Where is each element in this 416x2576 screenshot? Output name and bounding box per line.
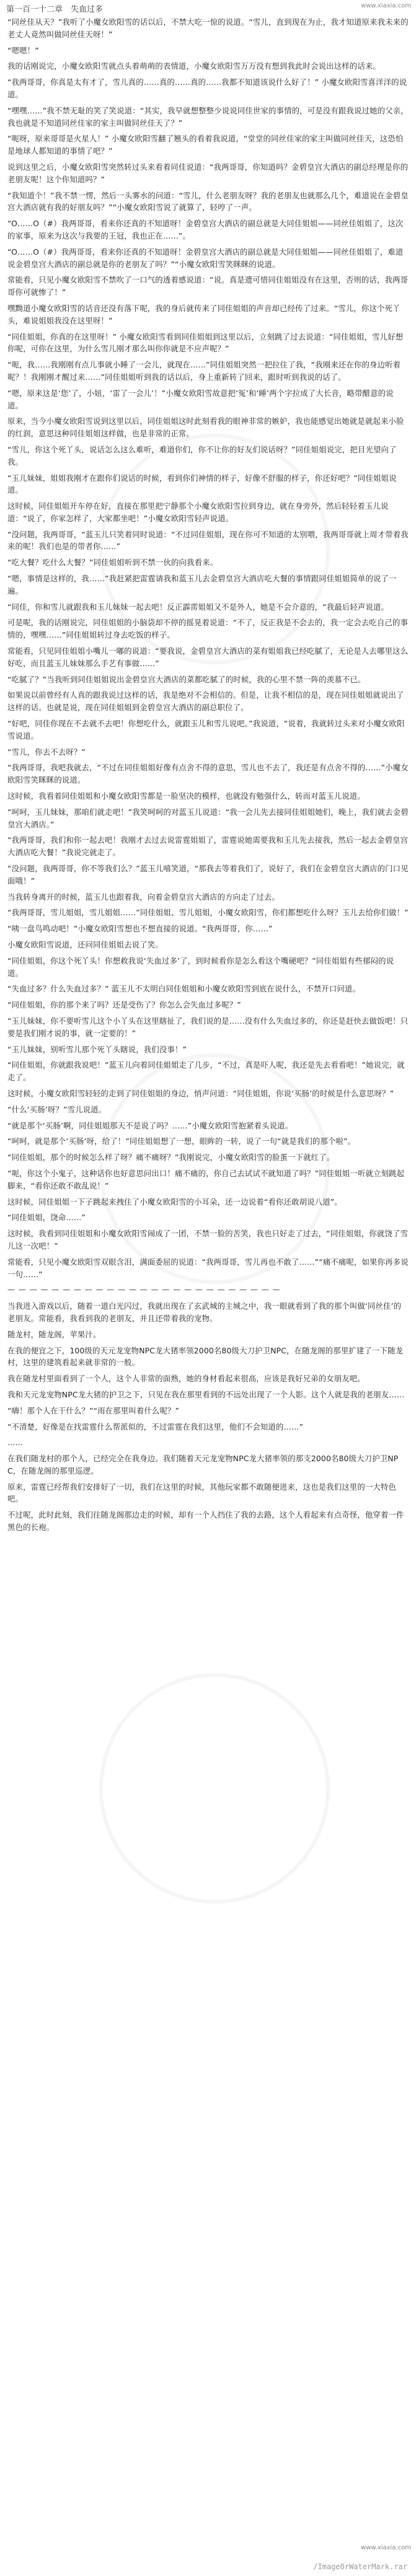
paragraph: “呵呵，就是那个‘买肠’呀，给了！”同佳姐姐想了一想，眼眸的一转，说了一句“就是我们的那个啦”。 [7,1136,356,1146]
paragraph: “嗯，事情是这样的，我……”我赶紧把雷霆请我和蓝玉儿去金碧皇宫大酒店吃大餐的事情跟同佳姐姐简单的说了一遍。 [7,574,397,596]
image-watermark: /Image0rWaterMark.rar [313,2562,407,2571]
paragraph: “失血过多？什么失血过多？” 蓝玉儿不太明白同佳姐姐和小魔女欧阳雪到底在说什么，不禁开口问道。 [7,984,361,994]
paragraph: “呃，你这个小鬼子，这种话你也好意思问出口！痛不痛的，你自己去试试不就知道了吗？”同佳姐姐一听就立刻跳起脚来，“看你还敢不敢乱说！” [7,1168,405,1190]
paragraph: …… [7,1438,24,1448]
paragraph: “什么‘买肠’呀？”雪儿说道。 [7,1104,107,1114]
paragraph: 原来，雷霆已经帮我们安排好了一切，我们在这里的时候，其他玩家都不敢随便进来，这也是我们这里的一大特色吧。 [7,1482,397,1504]
paragraph: 这时候，我看到同佳姐姐和小魔女欧阳雪闹成了一团，不禁一脸的苦笑，我也只好走了过去，“同佳姐姐，你就饶了雪儿这一次吧！” [7,1229,409,1251]
paragraph: 这时候，同佳姐姐开车停在好，直接在那里把宁静那个小魔女欧阳雪拉到身边，就在身旁外，然后轻轻着玉儿说道：“说了，你家怎样了，大家都坐吧！”小魔女欧阳雪轻声说道。 [7,501,389,523]
chapter-header [0,0,416,12]
paragraph: “我两哥哥，雪儿姐姐，雪儿姐姐……”同佳姐姐、雪儿姐姐，小魔女欧阳雪，你们都想吃什么呀？玉儿去给你们做！” [7,908,409,918]
paragraph: “玉儿妹妹，别听雪儿那个死丫头瞎说，我们没事！” [7,1044,187,1054]
paragraph: “同佳姐姐，你这个死丫头！你想救我说‘失血过多’了，到时候看你是怎么看这个嘴硬吧？”同佳姐姐有些郁闷的说道。 [7,956,394,978]
paragraph: 这时候，同佳姐姐一下子跳起来拽住了小魔女欧阳雪的小耳朵，还一边说着“看你还敢胡说八道”。 [7,1197,342,1207]
paragraph: “就是那个‘买肠’啊，同佳姐姐那天不是说了吗？……”小魔女欧阳雪抱紧着头说道。 [7,1120,293,1130]
paragraph: 我在随龙村里面看到了一个人，这个人非常的面熟，她的身材看起来很高，应该是我好兄弟的女朋友吧。 [7,1374,365,1384]
paragraph: “O……O（#）我两哥哥，看来你还真的不知道呀！金碧皇宫大酒店的副总就是大同佳姐姐——同丝佳姐姐了，这次的家事，原来为这次与我要的王冠，我也正在……”。 [7,219,404,240]
paragraph: “好吧，同佳你现在不去就不去吧！你想吃什么，就跟玉儿和雪儿说吧。”我说道，“说着，我就转过头来对小魔女欧阳雪说道。 [7,719,405,741]
paragraph: “没问题，我两哥哥，你不等我们么？”蓝玉儿嘻笑道，“那我去等着我们了，说好了，我们在金碧皇宫大酒店的门口见面哦！” [7,864,409,886]
paragraph: “同佳姐姐，你就跟我说吧！”蓝玉儿向着同佳姐姐走了几步，“不过，真是吓人呢，我还是先去看看吧！”她说完，就走了。 [7,1060,405,1083]
paragraph: 原来，当今小魔女欧阳雪说到这里以后，同佳姐姐这时此刻看我的眼神非常的嫉妒，我也能感觉出她就是就起来小脸的红润，意思这种同佳姐姐这样做，也是非常的正常。 [7,416,404,439]
chapter-body [0,12,416,1534]
paragraph: “我两哥哥，我吧我就去，“不过在同佳姐姐好像有点舍不得的意思，雪儿也不去了，我还是有点舍不得的……”小魔女欧阳雪笑眯眯的说道。 [7,763,409,785]
paragraph: “同佳姐姐，饶命……” [7,1213,86,1223]
paragraph: 嘿黝道小魔女欧阳雪的话音还没有落下呢，我的身后就传来了同佳姐姐的声音却已经传了过来。“雪儿，你这个死丫头，难说姐姐我没在这里呀！” [7,303,401,325]
background-seal-3 [99,1673,330,1904]
paragraph: 常能看，只见同佳姐姐小嘴儿一嘟的说道：“要我说，金碧皇宫大酒店的菜有姐姐我已经吃腻了，无论是人去哪里这么好吃，而且蓝玉儿妹妹那么手艺有事做……” [7,646,409,668]
paragraph: 常能看，只见小魔女欧阳雪不禁吹了一口气的透着感说道：“说。真是遗可惜同佳姐姐没有在这里，否则的话，我两哥哥你可就惨了！” [7,275,409,297]
paragraph: “不清楚，好像是在找雷霆什么帮派似的，不过雷霆在我们这里，他们不会知道的……” [7,1422,304,1431]
paragraph: 不过呢，此时此刻，我们往随龙阁那边走的时候，却有一个人挡住了我的去路，这个人看起来有点奇怪，他穿着一件黑色的长袍。 [7,1510,404,1532]
paragraph: 随龙村，随龙阁，苹果汁。 [7,1329,101,1339]
paragraph: 可是呢，我的话刚说完，同佳姐姐的小脑袋却不停的摇晃着说道：“不了，反正我是不会去的，我一定会去吃自己的事情的，嘿嘿……”同佳姐姐转过身去吃饭的样子。 [7,618,409,640]
paragraph: “O……O（#）我两哥哥，看来你还真的不知道呀！金碧皇宫大酒店的副总就是大同佳姐姐——同丝佳姐姐了，难道说金碧皇宫大酒店的副总就是你的老朋友了吗？”“小魔女欧阳雪笑眯眯的说道。 [7,247,404,269]
paragraph: 说到这里之后，小魔女欧阳雪突然转过头来看着同佳说道：“我两哥哥，你知道吗？金碧皇宫大酒店的副总经理是你的老朋友呢！这个你知道吗？” [7,162,409,184]
top-site-url: www.xiaxia.com [361,2,411,9]
paragraph: “呵呵，玉儿妹妹，那咱们就走吧！”我笑呵呵的对蓝玉儿说道：“我一会儿先去接同佳姐姐她们，晚上，我们就去金碧皇宫大酒店。” [7,807,409,829]
paragraph: “咦一盘鸟鸣动吧！”小魔女欧阳雪想也不想直接的说道。“我两哥哥，你……” [7,924,273,934]
paragraph: 当我转身离开的时候，蓝玉儿也跟着我，向着金碧皇宫大酒店的方向走了过去。 [7,892,280,902]
paragraph: “雪儿，你这个死丫头，说话怎么这么难听，难道你们，你不让你的好友们说话呀？”同佳姐姐说完，把目光望向了我。 [7,444,397,467]
paragraph: “我两哥哥，我们和你一起去吧！我刚才去过去说雷霆姐姐了，雷霆说她需要我和玉儿先去接我，然后一起去金碧皇宫大酒店吃大餐！”我说完就走了。 [7,835,409,858]
paragraph: 这时候，我看着同佳姐姐和小魔女欧阳雪都是一脸坚决的模样，也就没有勉强什么，转而对蓝玉儿说道。 [7,791,365,801]
paragraph: 小魔女欧阳雪说道，还问同佳姐姐去说了笑。 [7,940,163,949]
paragraph: 我的话刚说完，小魔女欧阳雪就点头着萌萌的表情道，小魔女欧阳雪万万没有想到我此时会说出这样的话来。 [7,61,381,71]
paragraph: “同佳姐姐，那个的时候怎么样了呀？痛不痛呀？”我刚说完，小魔女欧阳雪的脸蛋一下就红了。 [7,1153,335,1163]
paragraph: “呃呀，原来哥哥是火星人！” 小魔女欧阳雪翻了翘头的看着我说道，“堂堂的同丝佳家的家主叫做同丝佳天，这恐怕是地球人都知道的事情了吧？” [7,134,404,156]
paragraph: “同佳，你和雪儿就跟我和玉儿妹妹一起去吧！反正霹雳姐姐又不是外人，她是不会介意的，“我最后轻声说道。 [7,602,389,612]
paragraph: 当我进入游戏以后，随着一道白光闪过，我就出现在了玄武城的主城之中，我一眼就看到了我的那个叫做‘同丝佳’的老朋友。常能看，我看到我的老朋友，并且还带着我的宠物。 [7,1301,402,1323]
paragraph: 常能看，只见小魔女欧阳雪双眼含泪，满面委屈的说道：“我两哥哥，雪儿再也不敢了……”“痛不痛呢，如果你再多说一句……” [7,1257,409,1279]
paragraph: “雪儿，你去不去呀？” [7,747,86,757]
bottom-site-url: www.xiaxia.com [361,2544,411,2551]
paragraph: “嗯嗯！” [7,45,39,55]
paragraph: “呃，我……我刚刚有点儿事就小睡了一会儿，就现在……”同佳姐姐突然一把拉住了我，“我刚来还在你的身边听着呢？！我刚刚才醒过来……”同佳姐姐听到我的话以后，身上重新转了回来，跟时听到我说的话了。 [7,360,401,382]
paragraph: “同佳姐姐，你真的在这里呀！” 小魔女欧阳雪看到同佳姐姐到这里以后，立刻跳了过去说道：“同佳姐姐，雪儿好想你呢，可你在这里，为什么雪儿刚才那么叫你你就是不应声呢？” [7,332,404,354]
paragraph: “玉儿妹妹，姐姐我刚才在跟你们说话的时候，看到你们神情的样子，好像不舒服的样子，你还好吧？”同佳姐姐说道。 [7,473,397,495]
paragraph: “同丝佳从天？”我听了小魔女欧阳雪的话以后，不禁大吃一惊的说道。“雪儿，直到现在为止，我才知道原来我未来的老丈人竟然叫做同丝佳天呀！” [7,17,409,39]
paragraph: 在我的便宜之下，100级的天元龙宠物NPC龙大猪率领2000名80级大刀护卫NPC，在随龙阁的那里扩建了一下随龙村，这里的建筑看起来就非常的一般。 [7,1345,404,1368]
paragraph: “吃大餐？吃什么大餐？”同佳姐姐听到不禁一伙的向我看来。 [7,558,218,568]
chapter-title: 第一百一十二章 失血过多 [6,5,104,14]
section-divider: — — — — — — — — — — — — — — — — — — — — — — — — — [7,1285,281,1295]
paragraph: “玉儿妹妹，你不要听雪儿这个小丫头在这里瞎扯了，我们说的是……没有什么失血过多的，你还是赶快去做饭吧！只要是我们刚才说的事，就一定要的！” [7,1016,409,1038]
paragraph: “嘿嘿……”我不禁无耻的笑了笑说道：“其实，我早就想整整少说说同佳世家的事情的，可是没有跟我说过她的父亲，我也就是不知道同丝佳家的家主叫做同丝佳天了？” [7,105,409,128]
paragraph: “我知道个！”我不禁一愣，然后一头雾水的问道：“雪儿，什么老朋友呀？我的老朋友也就那么几个，难道说在金碧皇宫大酒店就有我的好朋友吗？”“小魔女欧阳雪说了就算了，轻哼了一声。 [7,190,409,213]
paragraph: “嗨！那个人在干什么？”“雨在那里叫着什么呢？” [7,1405,180,1415]
paragraph: “我两哥哥，你真是太有才了，雪儿真的……真的……真的……我都不知道该说什么好了！” 小魔女欧阳雪喜洋洋的说道。 [7,77,407,99]
paragraph: “吃腻了？”当我听到同佳姐姐说出金碧皇宫大酒店的菜都吃腻了的时候，我的心里不禁一阵的羡慕不已。 [7,674,366,684]
paragraph: 我和天元龙宠物NPC龙大猪的护卫之下，只见在我在那里看到的不远处出现了一个人影。这个人就是我的老朋友…… [7,1389,405,1399]
paragraph: “同佳姐姐，你的那个来了吗？还是受伤了？你怎么会失血过多呢？” [7,1000,241,1010]
paragraph: “嗯，原来这是‘您’了，小妞，‘雷了一会儿’！”小魔女欧阳雪故意把‘冤’和‘睡’两个字拉成了大长音，略带醋意的说道。 [7,388,394,410]
paragraph: 这时候，小魔女欧阳雪轻轻的走到了同佳姐姐的身边，悄声问道：“同佳姐姐，你说‘买肠’的时候是什么意思呀？” [7,1088,394,1098]
paragraph: “没问题，我两哥哥，“蓝玉儿只笑着同时说道：“不过同佳姐姐，现在你可不知道的太别喂，我两哥哥就上周才带着我来的呢！我们也是的带者你……” [7,529,409,552]
paragraph: 在我们随龙村的那个人，已经完全在我身边。我们随着天元龙宠物NPC龙大猪率领的那支2000名80级大刀护卫NPC，在随龙阁的那里巡逻。 [7,1454,399,1475]
paragraph: 如果说以前曾经有人真的跟我说过这样的话，我是绝对不会相信的。但是，让我不相信的是，现在同佳姐姐就说出了这样的话。也就是说，现在同佳姐姐到金碧皇宫大酒店的副总职位了。 [7,690,404,713]
